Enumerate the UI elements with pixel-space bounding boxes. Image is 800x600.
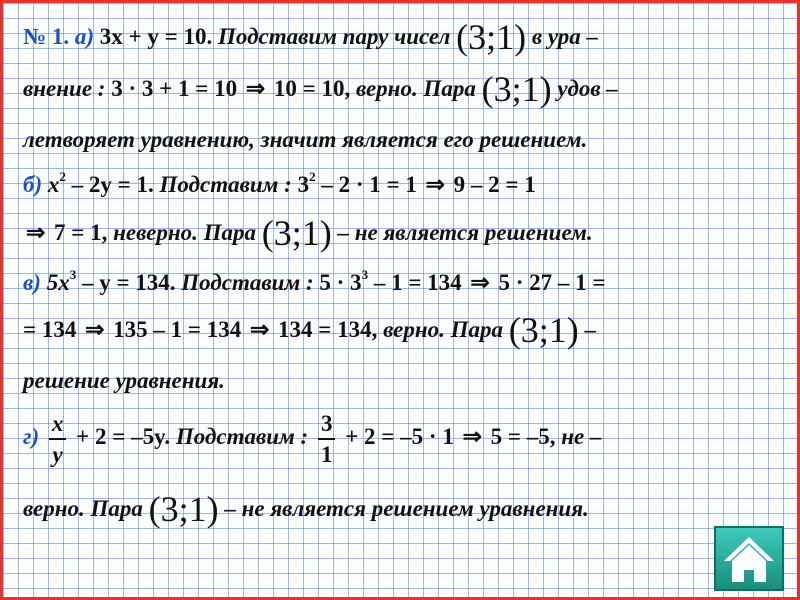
implies-sign: ⇒	[250, 317, 270, 342]
home-button[interactable]	[714, 526, 784, 591]
line-g1	[23, 403, 601, 471]
result-a2: 10 = 10,	[273, 76, 351, 101]
line-a3: летворяет уравнению, значит является его решением.	[23, 127, 588, 152]
implies-sign: ⇒	[462, 424, 482, 449]
math-b-pre: 3	[297, 172, 310, 197]
result-b: 9 – 2 = 1	[453, 172, 536, 197]
eq-v-exp: 3	[69, 267, 77, 282]
eq-b-post: – 2y = 1.	[71, 172, 154, 197]
fraction-3-over-1	[318, 412, 336, 466]
result-g: 5 = –5,	[490, 424, 556, 449]
implies-sign: ⇒	[425, 172, 445, 197]
implies-sign: ⇒	[245, 76, 266, 101]
text-a1: Подставим пару чисел	[218, 24, 451, 49]
text-g2: верно. Пара	[23, 496, 143, 521]
math-v-post: – 1 = 134	[373, 270, 462, 295]
equation-a: 3x + y = 10.	[99, 24, 213, 49]
eq-b-pre: x	[47, 172, 60, 197]
pair-b: (3;1)	[261, 213, 332, 253]
line-v1	[23, 269, 605, 297]
math-g-post: + 2 = –5 · 1	[345, 424, 454, 449]
math-v-pre: 5 · 3	[319, 270, 362, 295]
math-a2: 3 · 3 + 1 = 10	[111, 76, 238, 101]
text-a2-tail: удов –	[557, 76, 618, 101]
math-b-exp: 2	[309, 169, 316, 184]
line-v3: решение уравнения.	[23, 368, 225, 393]
eq-b-exp: 2	[59, 169, 66, 184]
label-v: в)	[23, 270, 41, 295]
fraction-numerator: x	[49, 412, 67, 440]
math-v2-a: = 134	[23, 317, 77, 342]
pair-a2: (3;1)	[481, 69, 552, 109]
pair-v: (3;1)	[508, 310, 579, 350]
task-number: № 1.	[23, 24, 70, 49]
text-a1-tail: в ура –	[531, 24, 599, 49]
pair-g: (3;1)	[148, 489, 219, 529]
subst-b: Подставим :	[159, 172, 292, 197]
line-v2	[23, 310, 596, 350]
fraction-denominator: y	[52, 441, 63, 467]
line-a2	[23, 69, 618, 109]
text-g2-tail: – не является решением уравнения.	[224, 496, 589, 521]
implies-sign: ⇒	[470, 270, 490, 295]
line-b1	[23, 171, 536, 199]
eq-g-post: + 2 = –5y.	[76, 424, 171, 449]
fraction-x-over-y	[49, 412, 67, 466]
subst-v: Подставим :	[181, 270, 314, 295]
line-a1	[23, 17, 599, 57]
text-b2: неверно. Пара	[113, 220, 256, 245]
result-v: 5 · 27 – 1 =	[498, 270, 606, 295]
math-v2-c: 134 = 134,	[278, 317, 378, 342]
text-g-tail: не –	[561, 424, 602, 449]
implies-sign: ⇒	[26, 220, 46, 245]
eq-v-pre: 5x	[46, 270, 70, 295]
text-v2: верно. Пара	[383, 317, 504, 342]
subst-g: Подставим :	[175, 424, 309, 449]
fraction-denominator: 1	[320, 441, 333, 467]
math-b-post: – 2 · 1 = 1	[321, 172, 417, 197]
eq-v-post: – y = 134.	[81, 270, 176, 295]
text-b2-tail: – не является решением.	[337, 220, 593, 245]
fraction-numerator: 3	[318, 412, 336, 440]
math-v-exp: 3	[361, 267, 369, 282]
text-a2-start: внение :	[23, 76, 106, 101]
label-g: г)	[23, 424, 40, 449]
line-b2	[23, 213, 593, 253]
home-icon	[716, 528, 782, 589]
result-b2: 7 = 1,	[54, 220, 108, 245]
text-a2: верно. Пара	[355, 76, 476, 101]
line-g2	[23, 489, 589, 529]
label-a: а)	[74, 24, 95, 49]
label-b: б)	[23, 172, 43, 197]
pair-a1: (3;1)	[456, 17, 527, 57]
implies-sign: ⇒	[85, 317, 105, 342]
math-v2-b: 135 – 1 = 134	[113, 317, 242, 342]
text-v2-tail: –	[584, 317, 596, 342]
